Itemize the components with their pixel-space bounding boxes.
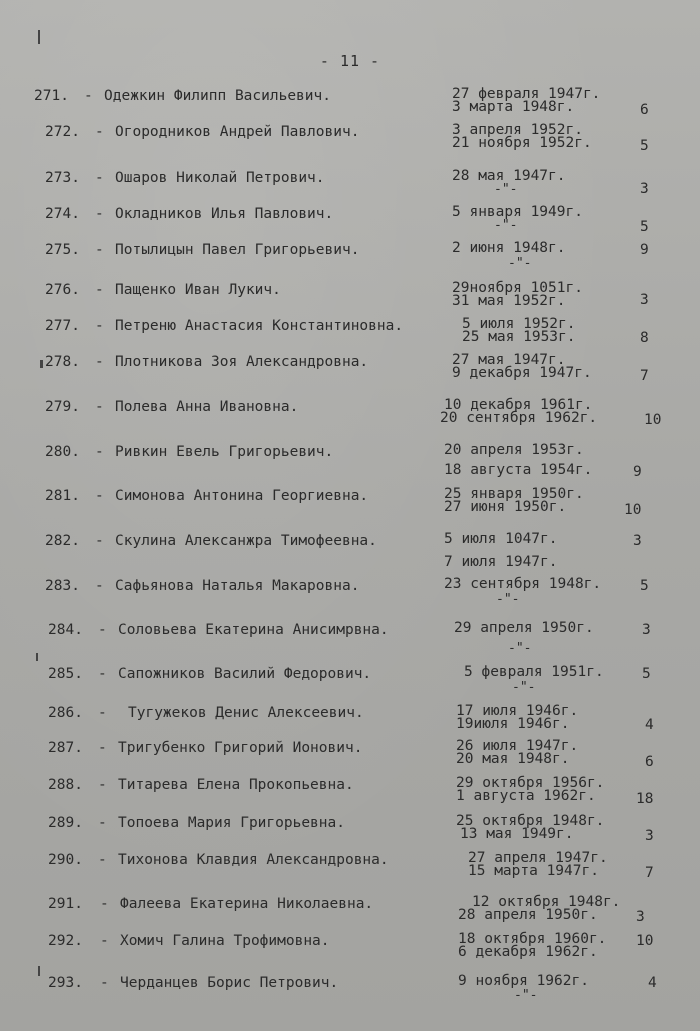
entry-name: Полева Анна Ивановна. bbox=[115, 399, 299, 415]
entry-date-start: 27 мая 1947г. bbox=[452, 352, 566, 368]
ditto-mark: -"- bbox=[496, 592, 520, 607]
margin-speck bbox=[38, 30, 40, 44]
entry-name: Одежкин Филипп Васильевич. bbox=[104, 88, 331, 104]
list-item bbox=[0, 488, 700, 524]
entry-count: 10 bbox=[636, 933, 654, 949]
entry-number: 273. bbox=[45, 170, 80, 186]
entry-number: 282. bbox=[45, 533, 80, 549]
list-item bbox=[0, 318, 700, 354]
entry-name: Сафьянова Наталья Макаровна. bbox=[115, 578, 360, 594]
entry-date-start: 27 февраля 1947г. bbox=[452, 86, 601, 102]
entry-name: Огородников Андрей Павлович. bbox=[115, 124, 360, 140]
entry-number: 281. bbox=[45, 488, 80, 504]
entry-count: 3 bbox=[633, 533, 642, 549]
entry-dash: - bbox=[95, 488, 104, 504]
list-item bbox=[0, 170, 700, 206]
ditto-mark: -"- bbox=[508, 641, 532, 656]
entry-count: 10 bbox=[644, 412, 662, 428]
entry-number: 279. bbox=[45, 399, 80, 415]
entry-name: Фалеева Екатерина Николаевна. bbox=[120, 896, 374, 912]
entry-date-start: 5 июля 1047г. bbox=[444, 531, 558, 547]
list-item bbox=[0, 896, 700, 932]
entry-date-start: 9 ноября 1962г. bbox=[458, 973, 589, 989]
list-item bbox=[0, 444, 700, 480]
entry-date-start: 25 октября 1948г. bbox=[456, 813, 605, 829]
list-item bbox=[0, 399, 700, 435]
entry-date-start: 10 декабря 1961г. bbox=[444, 397, 593, 413]
margin-speck bbox=[36, 653, 38, 661]
list-item bbox=[0, 206, 700, 242]
entry-date-end: 27 июня 1950г. bbox=[444, 499, 567, 515]
entry-date-end: 9 декабря 1947г. bbox=[452, 365, 592, 381]
entry-number: 291. bbox=[48, 896, 83, 912]
entry-dash: - bbox=[98, 622, 107, 638]
entry-dash: - bbox=[84, 88, 93, 104]
entry-count: 9 bbox=[640, 242, 649, 258]
entry-dash: - bbox=[100, 933, 109, 949]
entry-date-start: 18 октября 1960г. bbox=[458, 931, 607, 947]
entry-dash: - bbox=[100, 975, 109, 991]
entry-dash: - bbox=[95, 399, 104, 415]
entry-number: 286. bbox=[48, 705, 83, 721]
entry-count: 9 bbox=[633, 464, 642, 480]
entry-number: 276. bbox=[45, 282, 80, 298]
entry-date-start: 3 апреля 1952г. bbox=[452, 122, 583, 138]
entry-count: 4 bbox=[648, 975, 657, 991]
entry-name: Черданцев Борис Петрович. bbox=[120, 975, 339, 991]
entry-date-end: 21 ноября 1952г. bbox=[452, 135, 592, 151]
entry-number: 274. bbox=[45, 206, 80, 222]
ditto-mark: -"- bbox=[508, 256, 532, 271]
entry-count: 3 bbox=[645, 828, 654, 844]
entry-count: 3 bbox=[642, 622, 651, 638]
entry-count: 6 bbox=[640, 102, 649, 118]
list-item bbox=[0, 705, 700, 741]
entry-date-end: 3 марта 1948г. bbox=[452, 99, 575, 115]
entry-date-start: 2 июня 1948г. bbox=[452, 240, 566, 256]
entry-date-start: 29 апреля 1950г. bbox=[454, 620, 594, 636]
entry-dash: - bbox=[100, 896, 109, 912]
entry-count: 6 bbox=[645, 754, 654, 770]
entry-dash: - bbox=[95, 282, 104, 298]
entry-dash: - bbox=[98, 666, 107, 682]
entry-count: 10 bbox=[624, 502, 642, 518]
entry-date-start: 26 июля 1947г. bbox=[456, 738, 579, 754]
entry-number: 278. bbox=[45, 354, 80, 370]
entry-name: Тригубенко Григорий Ионович. bbox=[118, 740, 363, 756]
entry-dash: - bbox=[98, 777, 107, 793]
list-item bbox=[0, 578, 700, 614]
ditto-mark: -"- bbox=[494, 182, 518, 197]
entry-date-end: 20 сентября 1962г. bbox=[440, 410, 598, 426]
entry-date-end: 25 мая 1953г. bbox=[462, 329, 576, 345]
entry-date-start: 28 мая 1947г. bbox=[452, 168, 566, 184]
entry-dash: - bbox=[95, 124, 104, 140]
entry-dash: - bbox=[95, 578, 104, 594]
list-item bbox=[0, 242, 700, 278]
entry-count: 4 bbox=[645, 717, 654, 733]
entry-date-end: 1 августа 1962г. bbox=[456, 788, 596, 804]
entry-count: 3 bbox=[636, 909, 645, 925]
entry-count: 5 bbox=[640, 219, 649, 235]
entry-dash: - bbox=[95, 242, 104, 258]
entry-count: 7 bbox=[640, 368, 649, 384]
margin-speck bbox=[40, 360, 43, 368]
entry-number: 292. bbox=[48, 933, 83, 949]
entry-count: 5 bbox=[640, 578, 649, 594]
entry-name: Соловьева Екатерина Анисимрвна. bbox=[118, 622, 389, 638]
entry-count: 5 bbox=[640, 138, 649, 154]
entry-date-end: 19июля 1946г. bbox=[456, 716, 570, 732]
list-item bbox=[0, 354, 700, 390]
entry-date-start: 17 июля 1946г. bbox=[456, 703, 579, 719]
entry-number: 289. bbox=[48, 815, 83, 831]
ditto-mark: -"- bbox=[514, 988, 538, 1003]
entry-name: Плотникова Зоя Александровна. bbox=[115, 354, 369, 370]
entry-date-end: 13 мая 1949г. bbox=[460, 826, 574, 842]
list-item bbox=[0, 88, 700, 124]
entry-name: Петреню Анастасия Константиновна. bbox=[115, 318, 404, 334]
list-item bbox=[0, 282, 700, 318]
ditto-mark: -"- bbox=[494, 218, 518, 233]
list-item bbox=[0, 933, 700, 969]
entry-date-start: 5 февраля 1951г. bbox=[464, 664, 604, 680]
entry-number: 288. bbox=[48, 777, 83, 793]
entry-number: 293. bbox=[48, 975, 83, 991]
entry-date-end: 28 апреля 1950г. bbox=[458, 907, 598, 923]
entry-number: 272. bbox=[45, 124, 80, 140]
entry-number: 287. bbox=[48, 740, 83, 756]
list-item bbox=[0, 975, 700, 1011]
entry-name: Окладников Илья Павлович. bbox=[115, 206, 334, 222]
entry-number: 284. bbox=[48, 622, 83, 638]
entry-date-start: 27 апреля 1947г. bbox=[468, 850, 608, 866]
entry-name: Тугужеков Денис Алексеевич. bbox=[128, 705, 364, 721]
entry-date-start: 25 января 1950г. bbox=[444, 486, 584, 502]
margin-speck bbox=[38, 966, 40, 976]
list-item bbox=[0, 124, 700, 160]
entry-date-start: 29ноября 1051г. bbox=[452, 280, 583, 296]
entry-number: 275. bbox=[45, 242, 80, 258]
entry-date-start: 29 октября 1956г. bbox=[456, 775, 605, 791]
entry-dash: - bbox=[95, 170, 104, 186]
entry-date-end: 7 июля 1947г. bbox=[444, 554, 558, 570]
entry-count: 7 bbox=[645, 865, 654, 881]
entry-number: 280. bbox=[45, 444, 80, 460]
entry-name: Пащенко Иван Лукич. bbox=[115, 282, 281, 298]
entry-number: 283. bbox=[45, 578, 80, 594]
entry-name: Титарева Елена Прокопьевна. bbox=[118, 777, 354, 793]
entry-number: 290. bbox=[48, 852, 83, 868]
entry-name: Тихонова Клавдия Александровна. bbox=[118, 852, 389, 868]
entry-date-start: 12 октября 1948г. bbox=[472, 894, 621, 910]
entry-dash: - bbox=[98, 705, 107, 721]
entry-name: Потылицын Павел Григорьевич. bbox=[115, 242, 360, 258]
entry-name: Ошаров Николай Петрович. bbox=[115, 170, 325, 186]
entry-name: Ривкин Евель Григорьевич. bbox=[115, 444, 334, 460]
entry-dash: - bbox=[98, 815, 107, 831]
list-item bbox=[0, 666, 700, 702]
entry-name: Симонова Антонина Георгиевна. bbox=[115, 488, 369, 504]
entry-date-end: 6 декабря 1962г. bbox=[458, 944, 598, 960]
entry-dash: - bbox=[95, 318, 104, 334]
entry-dash: - bbox=[98, 740, 107, 756]
entry-count: 18 bbox=[636, 791, 654, 807]
entry-dash: - bbox=[95, 206, 104, 222]
entry-dash: - bbox=[95, 354, 104, 370]
entry-date-end: 18 августа 1954г. bbox=[444, 462, 593, 478]
entry-dash: - bbox=[98, 852, 107, 868]
entry-date-end: 15 марта 1947г. bbox=[468, 863, 599, 879]
list-item bbox=[0, 533, 700, 569]
entry-count: 3 bbox=[640, 181, 649, 197]
entry-date-start: 20 апреля 1953г. bbox=[444, 442, 584, 458]
list-item bbox=[0, 815, 700, 851]
entry-number: 271. bbox=[34, 88, 69, 104]
entry-name: Топоева Мария Григорьевна. bbox=[118, 815, 345, 831]
page-number: - 11 - bbox=[319, 52, 381, 70]
entry-count: 8 bbox=[640, 330, 649, 346]
entry-date-start: 23 сентября 1948г. bbox=[444, 576, 602, 592]
list-item bbox=[0, 852, 700, 888]
entry-dash: - bbox=[95, 444, 104, 460]
entry-number: 277. bbox=[45, 318, 80, 334]
entry-date-start: 5 июля 1952г. bbox=[462, 316, 576, 332]
entry-name: Хомич Галина Трофимовна. bbox=[120, 933, 330, 949]
entry-number: 285. bbox=[48, 666, 83, 682]
list-item bbox=[0, 622, 700, 658]
list-item bbox=[0, 740, 700, 776]
entry-date-start: 5 января 1949г. bbox=[452, 204, 583, 220]
entry-name: Скулина Алексанжра Тимофеевна. bbox=[115, 533, 377, 549]
entry-dash: - bbox=[95, 533, 104, 549]
entry-count: 5 bbox=[642, 666, 651, 682]
entry-date-end: 31 мая 1952г. bbox=[452, 293, 566, 309]
ditto-mark: -"- bbox=[512, 680, 536, 695]
entry-name: Сапожников Василий Федорович. bbox=[118, 666, 372, 682]
entry-date-end: 20 мая 1948г. bbox=[456, 751, 570, 767]
entry-count: 3 bbox=[640, 292, 649, 308]
list-item bbox=[0, 777, 700, 813]
